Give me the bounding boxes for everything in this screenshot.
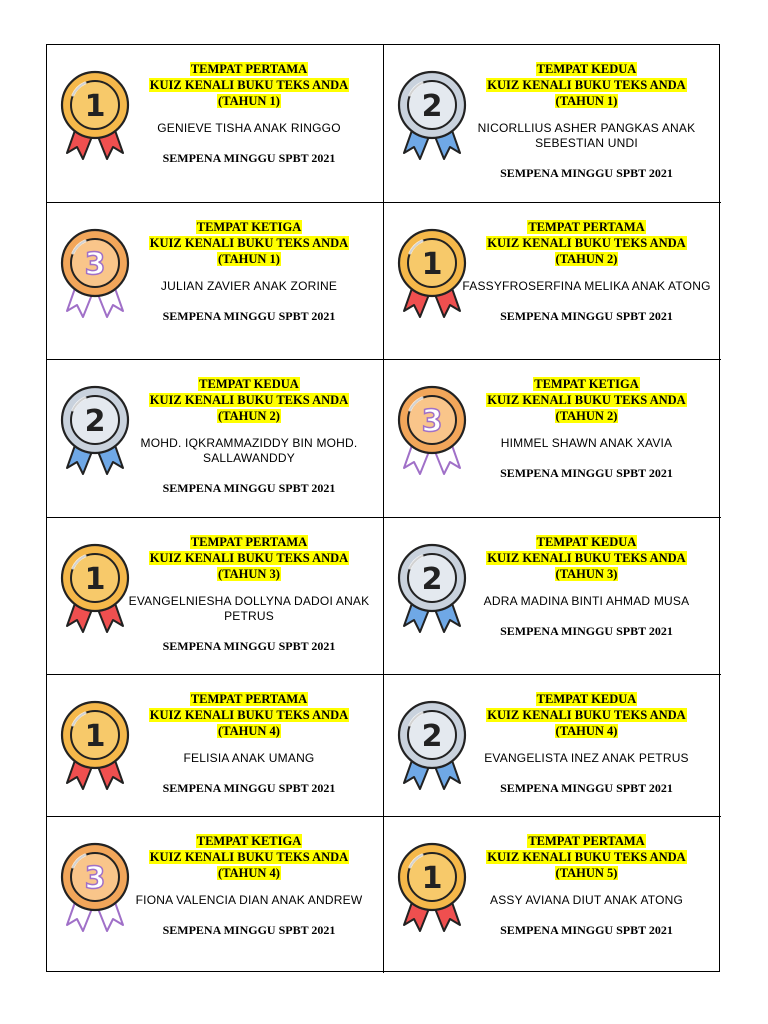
winner-name: EVANGELNIESHA DOLLYNA DADOI ANAK PETRUS bbox=[128, 594, 370, 623]
svg-text:1: 1 bbox=[84, 562, 106, 597]
place-title: TEMPAT KETIGA bbox=[196, 834, 302, 848]
place-title: TEMPAT KEDUA bbox=[199, 377, 299, 391]
year-label: (TAHUN 4) bbox=[218, 866, 280, 880]
event-footer: SEMPENA MINGGU SPBT 2021 bbox=[500, 309, 673, 323]
winner-name: MOHD. IQKRAMMAZIDDY BIN MOHD. SALLAWANDDY bbox=[140, 436, 358, 465]
svg-text:2: 2 bbox=[421, 89, 443, 124]
award-card bbox=[47, 45, 384, 203]
winner-name: GENIEVE TISHA ANAK RINGGO bbox=[157, 121, 341, 135]
place-title: TEMPAT KEDUA bbox=[536, 535, 637, 549]
year-label: (TAHUN 3) bbox=[218, 567, 280, 581]
quiz-title: KUIZ KENALI BUKU TEKS ANDA bbox=[487, 708, 686, 722]
year-label: (TAHUN 2) bbox=[218, 409, 280, 423]
winner-name: ADRA MADINA BINTI AHMAD MUSA bbox=[483, 594, 690, 608]
quiz-title: KUIZ KENALI BUKU TEKS ANDA bbox=[149, 236, 349, 250]
place-title: TEMPAT PERTAMA bbox=[190, 535, 308, 549]
award-text bbox=[456, 219, 717, 324]
winner-name: EVANGELISTA INEZ ANAK PETRUS bbox=[484, 751, 689, 765]
place-title: TEMPAT PERTAMA bbox=[190, 62, 308, 76]
award-card bbox=[384, 817, 721, 973]
quiz-title: KUIZ KENALI BUKU TEKS ANDA bbox=[487, 78, 686, 92]
award-card bbox=[47, 518, 384, 675]
year-label: (TAHUN 1) bbox=[218, 94, 280, 108]
year-label: (TAHUN 4) bbox=[218, 724, 280, 738]
event-footer: SEMPENA MINGGU SPBT 2021 bbox=[162, 923, 336, 937]
award-text bbox=[456, 833, 717, 938]
award-card bbox=[47, 203, 384, 360]
place-title: TEMPAT KETIGA bbox=[196, 220, 302, 234]
award-card bbox=[384, 675, 721, 817]
event-footer: SEMPENA MINGGU SPBT 2021 bbox=[162, 309, 336, 323]
winner-name: HIMMEL SHAWN ANAK XAVIA bbox=[500, 436, 673, 450]
event-footer: SEMPENA MINGGU SPBT 2021 bbox=[162, 781, 336, 795]
svg-text:3: 3 bbox=[421, 404, 443, 439]
quiz-title: KUIZ KENALI BUKU TEKS ANDA bbox=[487, 551, 686, 565]
winner-name: FELISIA ANAK UMANG bbox=[183, 751, 315, 765]
award-text bbox=[119, 833, 379, 938]
award-card bbox=[384, 45, 721, 203]
winner-name: JULIAN ZAVIER ANAK ZORINE bbox=[160, 279, 338, 293]
event-footer: SEMPENA MINGGU SPBT 2021 bbox=[162, 481, 336, 495]
year-label: (TAHUN 1) bbox=[218, 252, 280, 266]
award-card bbox=[47, 817, 384, 973]
quiz-title: KUIZ KENALI BUKU TEKS ANDA bbox=[149, 708, 349, 722]
place-title: TEMPAT KETIGA bbox=[534, 377, 639, 391]
winner-name: ASSY AVIANA DIUT ANAK ATONG bbox=[489, 893, 684, 907]
quiz-title: KUIZ KENALI BUKU TEKS ANDA bbox=[149, 551, 349, 565]
quiz-title: KUIZ KENALI BUKU TEKS ANDA bbox=[487, 236, 686, 250]
event-footer: SEMPENA MINGGU SPBT 2021 bbox=[162, 639, 336, 653]
winner-name: FASSYFROSERFINA MELIKA ANAK ATONG bbox=[462, 279, 711, 293]
award-text bbox=[119, 219, 379, 324]
event-footer: SEMPENA MINGGU SPBT 2021 bbox=[500, 781, 673, 795]
event-footer: SEMPENA MINGGU SPBT 2021 bbox=[500, 166, 673, 180]
svg-text:1: 1 bbox=[421, 247, 443, 282]
quiz-title: KUIZ KENALI BUKU TEKS ANDA bbox=[149, 850, 349, 864]
award-card bbox=[384, 203, 721, 360]
year-label: (TAHUN 3) bbox=[555, 567, 618, 581]
svg-text:1: 1 bbox=[421, 861, 443, 896]
award-card bbox=[47, 675, 384, 817]
event-footer: SEMPENA MINGGU SPBT 2021 bbox=[500, 466, 673, 480]
svg-text:3: 3 bbox=[84, 861, 106, 896]
award-text bbox=[456, 376, 717, 481]
place-title: TEMPAT KEDUA bbox=[536, 62, 637, 76]
place-title: TEMPAT PERTAMA bbox=[190, 692, 308, 706]
svg-text:2: 2 bbox=[421, 719, 443, 754]
winner-name: NICORLLIUS ASHER PANGKAS ANAK SEBESTIAN UNDI bbox=[477, 121, 696, 150]
svg-text:3: 3 bbox=[84, 247, 106, 282]
svg-text:2: 2 bbox=[84, 404, 106, 439]
award-text bbox=[456, 691, 717, 796]
place-title: TEMPAT PERTAMA bbox=[528, 834, 645, 848]
svg-text:1: 1 bbox=[84, 719, 106, 754]
event-footer: SEMPENA MINGGU SPBT 2021 bbox=[500, 923, 673, 937]
year-label: (TAHUN 2) bbox=[555, 252, 618, 266]
award-text bbox=[119, 61, 379, 166]
quiz-title: KUIZ KENALI BUKU TEKS ANDA bbox=[487, 850, 686, 864]
award-text bbox=[119, 534, 379, 654]
year-label: (TAHUN 2) bbox=[555, 409, 618, 423]
quiz-title: KUIZ KENALI BUKU TEKS ANDA bbox=[149, 393, 349, 407]
year-label: (TAHUN 5) bbox=[555, 866, 618, 880]
award-card bbox=[384, 360, 721, 518]
year-label: (TAHUN 1) bbox=[555, 94, 618, 108]
place-title: TEMPAT KEDUA bbox=[536, 692, 637, 706]
award-text bbox=[456, 534, 717, 639]
award-text bbox=[119, 691, 379, 796]
event-footer: SEMPENA MINGGU SPBT 2021 bbox=[162, 151, 336, 165]
svg-text:2: 2 bbox=[421, 562, 443, 597]
svg-text:1: 1 bbox=[84, 89, 106, 124]
award-card bbox=[384, 518, 721, 675]
award-text bbox=[119, 376, 379, 496]
award-text bbox=[456, 61, 717, 181]
quiz-title: KUIZ KENALI BUKU TEKS ANDA bbox=[487, 393, 686, 407]
quiz-title: KUIZ KENALI BUKU TEKS ANDA bbox=[149, 78, 349, 92]
award-card bbox=[47, 360, 384, 518]
winner-name: FIONA VALENCIA DIAN ANAK ANDREW bbox=[135, 893, 363, 907]
year-label: (TAHUN 4) bbox=[555, 724, 618, 738]
event-footer: SEMPENA MINGGU SPBT 2021 bbox=[500, 624, 673, 638]
place-title: TEMPAT PERTAMA bbox=[528, 220, 645, 234]
certificate-sheet bbox=[46, 44, 720, 972]
